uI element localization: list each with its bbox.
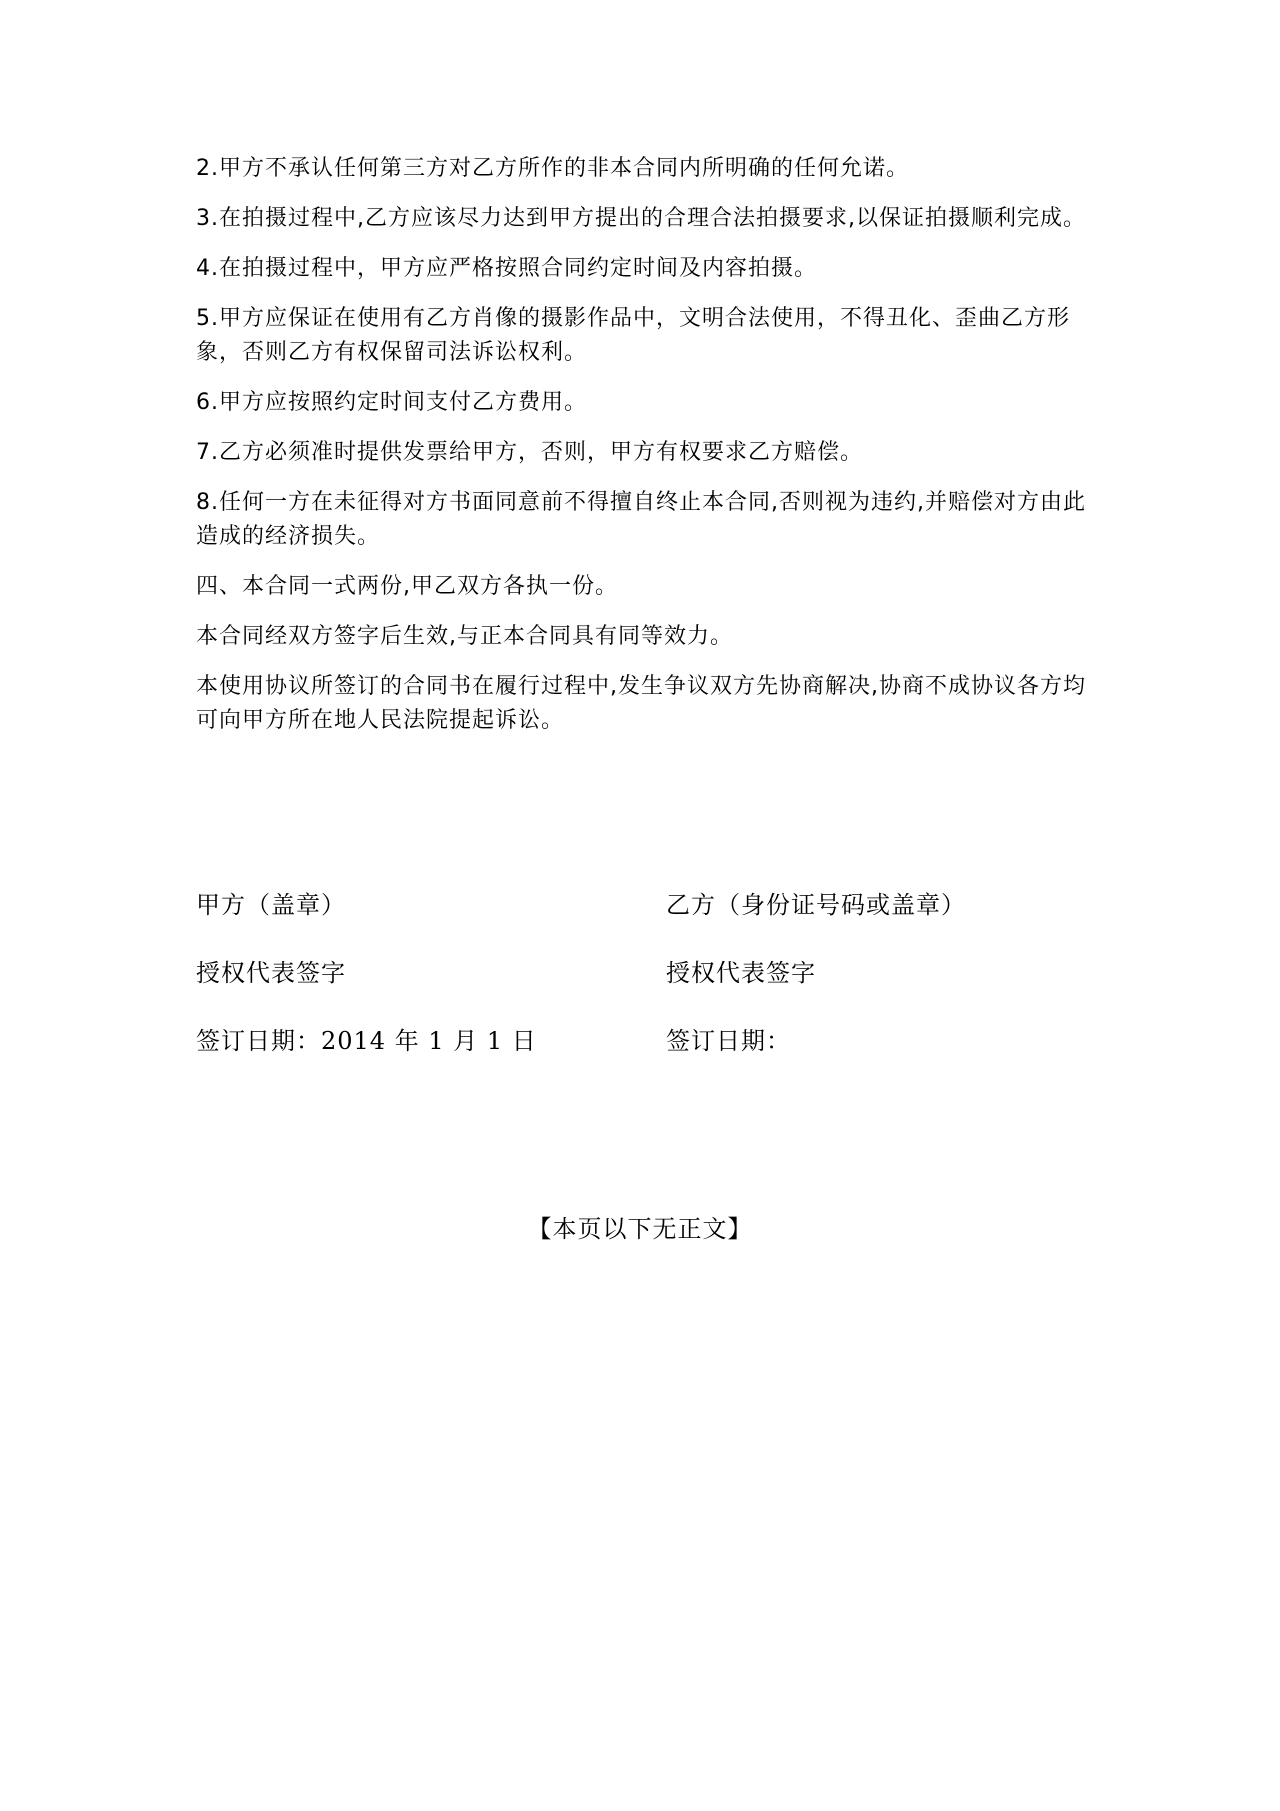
- contract-clauses: [196, 152, 1096, 754]
- clause-6: 6.甲方应按照约定时间支付乙方费用。: [196, 390, 587, 415]
- clause-3: 3.在拍摄过程中,乙方应该尽力达到甲方提出的合理合法拍摄要求,以保证拍摄顺利完成。: [196, 206, 1086, 231]
- party-a-seal-label: 甲方（盖章）: [196, 891, 346, 919]
- party-b-sign-date: 签订日期：: [666, 1027, 791, 1055]
- dispute-clause: 本使用协议所签订的合同书在履行过程中,发生争议双方先协商解决,协商不成协议各方均可向甲方所在地人民法院提起诉讼。: [196, 674, 1086, 733]
- effectiveness-clause: 本合同经双方签字后生效,与正本合同具有同等效力。: [196, 624, 733, 649]
- clause-4: 4.在拍摄过程中，甲方应严格按照合同约定时间及内容拍摄。: [196, 256, 817, 281]
- end-of-text-note: 【本页以下无正文】: [527, 1215, 753, 1243]
- party-b-rep-signature: 授权代表签字: [666, 959, 816, 987]
- section-four: 四、本合同一式两份,甲乙双方各执一份。: [196, 574, 618, 599]
- clause-7: 7.乙方必须准时提供发票给甲方，否则，甲方有权要求乙方赔偿。: [196, 440, 863, 465]
- party-a-sign-date: 签订日期：2014 年 1 月 1 日: [196, 1027, 537, 1055]
- party-a-rep-signature: 授权代表签字: [196, 959, 346, 987]
- clause-5: 5.甲方应保证在使用有乙方肖像的摄影作品中，文明合法使用，不得丑化、歪曲乙方形象，否则乙方有权保留司法诉讼权利。: [196, 306, 1070, 365]
- clause-2: 2.甲方不承认任何第三方对乙方所作的非本合同内所明确的任何允诺。: [196, 156, 909, 181]
- clause-8: 8.任何一方在未征得对方书面同意前不得擅自终止本合同,否则视为违约,并赔偿对方由此造成的经济损失。: [196, 490, 1086, 549]
- party-b-seal-label: 乙方（身份证号码或盖章）: [666, 891, 966, 919]
